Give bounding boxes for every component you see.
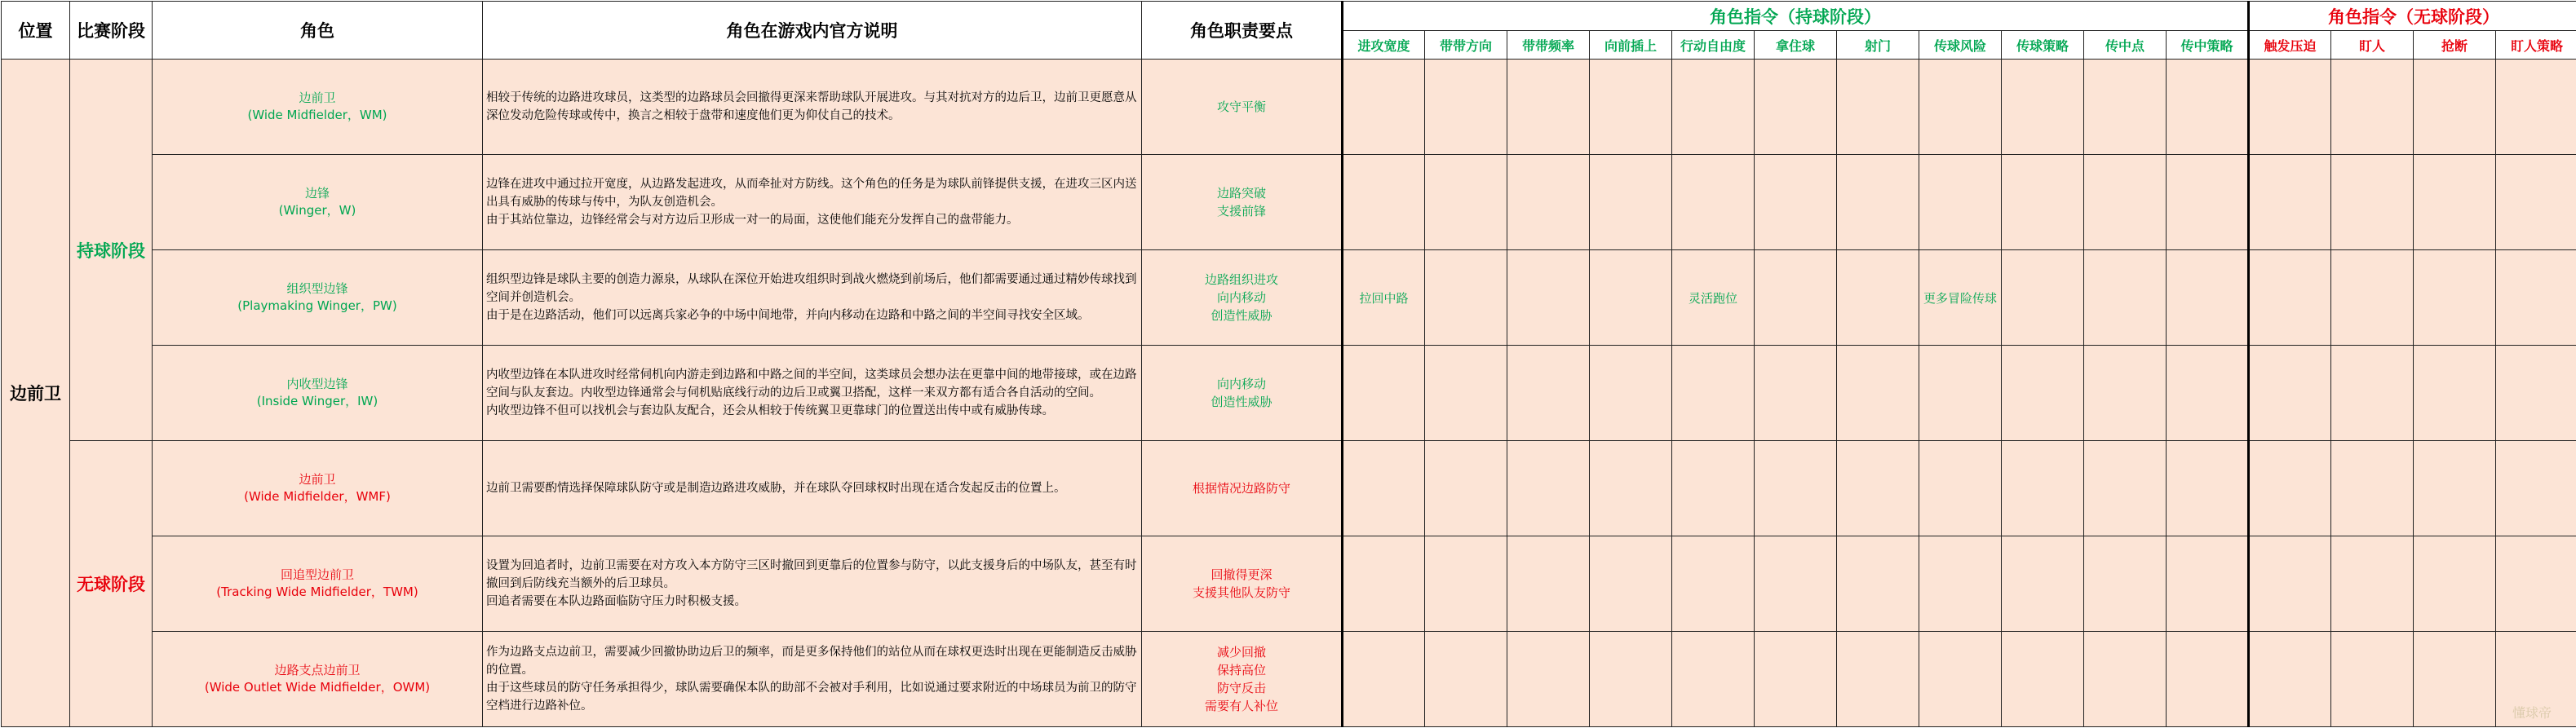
instruction-cell [1672,60,1755,155]
instruction-cell [1919,632,2002,727]
instruction-cell [1755,536,1837,632]
position-cell: 边前卫 [2,60,70,727]
instruction-cell [1425,441,1507,536]
role-name: 组织型边锋 [286,281,348,296]
table-row [2,155,2576,250]
in-possession-instruction-header: 传球风险 [1919,31,2002,60]
instruction-cell [1672,155,1755,250]
role-name: 边锋 [304,186,330,201]
instruction-cell [2167,60,2249,155]
instruction-cell [1755,155,1837,250]
duty-item: 防守反击 [1216,681,1266,695]
official-description-text: 组织型边锋是球队主要的创造力源泉，从球队在深位开始进攻组织时到战火燃烧到前场后，他们都需要通过通过精妙传球找到空间并创造机会。 由于是在边路活动，他们可以远离兵家必争的中场中间地带，并向内移动在边路和中路之间的半空间寻找安全区域。 [486,273,1137,322]
instruction-cell [2496,155,2576,250]
duty-item: 需要有人补位 [1204,699,1278,713]
instruction-cell [2084,250,2167,346]
instruction-cell [2496,60,2576,155]
out-possession-instruction-header: 抢断 [2414,31,2496,60]
instruction-cell [2249,441,2331,536]
out-possession-instruction-header: 盯人 [2331,31,2414,60]
official-description [483,155,1142,250]
instruction-cell [2331,441,2414,536]
role-cell [153,250,483,346]
in-possession-instruction-header: 向前插上 [1590,31,1672,60]
instruction-cell [2002,155,2084,250]
instruction-cell [1919,441,2002,536]
duty-cell [1142,155,1343,250]
official-description-text: 设置为回追者时，边前卫需要在对方攻入本方防守三区时撤回到更靠后的位置参与防守，以此支援身后的中场队友，甚至有时撤回到后防线充当额外的后卫球员。 回追者需要在本队边路面临防守压力时积极支援。 [486,559,1137,608]
role-name-en: (Wide Midfielder，WMF) [244,489,391,504]
instruction-cell [2414,346,2496,441]
official-description-text: 作为边路支点边前卫，需要减少回撤协助边后卫的频率，而是更多保持他们的站位从而在球权更迭时出现在更能制造反击威胁的位置。 由于这些球员的防守任务承担得少，球队需要确保本队的助部不会被对手利用，比如说通过要求附近的中场球员为前卫的防守空档进行边路补位。 [486,646,1137,713]
instruction-cell [1507,60,1590,155]
duty-item: 向内移动 [1216,290,1266,305]
instruction-cell [1919,155,2002,250]
instruction-cell [1837,536,1919,632]
header-duty: 角色职责要点 [1142,2,1343,60]
in-possession-instruction-header: 行动自由度 [1672,31,1755,60]
duty-item: 创造性威胁 [1211,395,1273,409]
instruction-cell [2002,536,2084,632]
instruction-cell [2331,60,2414,155]
instruction-cell [1672,536,1755,632]
instruction-cell [1425,632,1507,727]
instruction-cell [1590,536,1672,632]
official-description-text: 边锋在进攻中通过拉开宽度，从边路发起进攻，从而牵扯对方防线。这个角色的任务是为球队前锋提供支援，在进攻三区内送出具有威胁的传球与传中，为队友创造机会。 由于其站位靠边，边锋经常会与对方边后卫形成一对一的局面，这使他们能充分发挥自己的盘带能力。 [486,178,1137,227]
instruction-cell [1507,346,1590,441]
table-row [2,536,2576,632]
official-description-text: 内收型边锋在本队进攻时经常伺机向内游走到边路和中路之间的半空间，这类球员会想办法在更靠中间的地带接球，或在边路空间与队友套边。内收型边锋通常会与伺机贴底线行动的边后卫或翼卫搭配，这样一来双方都有适合各自活动的空间。 内收型边锋不但可以找机会与套边队友配合，还会从相较于传统翼卫更靠球门的位置送出传中或有威胁传球。 [486,368,1137,417]
instruction-cell [1425,346,1507,441]
duty-item: 支援前锋 [1216,204,1266,218]
instruction-cell [2331,155,2414,250]
instruction-cell [1590,60,1672,155]
instruction-cell [2249,632,2331,727]
role-name-en: (Wide Midfielder，WM) [247,108,387,122]
instruction-cell [2249,346,2331,441]
instruction-cell [2414,632,2496,727]
role-name-en: (Inside Winger，IW) [256,394,378,408]
instruction-cell [2167,441,2249,536]
header-role: 角色 [153,2,483,60]
instruction-cell [1755,250,1837,346]
duty-item: 边路突破 [1216,186,1266,201]
table-row [2,632,2576,727]
duty-cell [1142,632,1343,727]
in-possession-instruction-header: 带带方向 [1425,31,1507,60]
instruction-cell [1755,632,1837,727]
table-row [2,346,2576,441]
official-description [483,536,1142,632]
duty-cell [1142,536,1343,632]
instruction-cell [2167,250,2249,346]
out-possession-instruction-header: 盯人策略 [2496,31,2576,60]
instruction-cell [1590,155,1672,250]
instruction-cell [1425,536,1507,632]
instruction-cell [2167,346,2249,441]
in-possession-instruction-header: 传中点 [2084,31,2167,60]
instruction-cell [1590,346,1672,441]
duty-item: 减少回撤 [1216,645,1266,660]
instruction-cell [2002,346,2084,441]
instruction-cell [1343,346,1425,441]
official-description [483,250,1142,346]
instruction-cell [1837,441,1919,536]
instruction-cell [1507,536,1590,632]
instruction-cell [2167,632,2249,727]
official-description-text: 相较于传统的边路进攻球员，这类型的边路球员会回撤得更深来帮助球队开展进攻。与其对抗对方的边后卫，边前卫更愿意从深位发动危险传球或传中，换言之相较于盘带和速度他们更为仰仗自己的技术。 [486,91,1137,122]
instruction-cell [1837,60,1919,155]
instruction-cell [2002,632,2084,727]
role-name-en: (Tracking Wide Midfielder，TWM) [216,585,418,599]
instruction-cell [2414,155,2496,250]
instruction-cell [2414,441,2496,536]
header-in-possession-group: 角色指令（持球阶段） [1343,2,2249,31]
role-name: 边前卫 [299,90,336,105]
instruction-cell [2249,60,2331,155]
instruction-cell [1755,441,1837,536]
table-row [2,441,2576,536]
in-possession-instruction-header: 进攻宽度 [1343,31,1425,60]
instruction-cell [2084,346,2167,441]
in-possession-instruction-header: 传中策略 [2167,31,2249,60]
instruction-cell [2414,60,2496,155]
instruction-cell [2331,536,2414,632]
header-out-possession-group: 角色指令（无球阶段） [2249,2,2576,31]
instruction-cell [2414,536,2496,632]
instruction-cell [2249,536,2331,632]
instruction-cell [2084,155,2167,250]
role-table [1,1,2576,727]
instruction-cell [2331,250,2414,346]
instruction-cell [1425,60,1507,155]
instruction-cell [1837,346,1919,441]
official-description [483,60,1142,155]
instruction-cell: 拉回中路 [1343,250,1425,346]
out-possession-instruction-header: 触发压迫 [2249,31,2331,60]
instruction-cell [1590,632,1672,727]
instruction-cell [1507,632,1590,727]
role-cell [153,536,483,632]
role-cell [153,60,483,155]
instruction-cell [2167,536,2249,632]
header-position: 位置 [2,2,70,60]
official-description-text: 边前卫需要酌情选择保障球队防守或是制造边路进攻威胁，并在球队夺回球权时出现在适合发起反击的位置上。 [486,482,1066,495]
official-description [483,632,1142,727]
duty-item: 创造性威胁 [1211,308,1273,323]
instruction-cell [1755,346,1837,441]
instruction-cell [1919,346,2002,441]
instruction-cell [1343,536,1425,632]
duty-item: 边路组织进攻 [1204,272,1278,287]
instruction-cell [1672,632,1755,727]
instruction-cell [1672,346,1755,441]
instruction-cell [2167,155,2249,250]
instruction-cell [1343,60,1425,155]
phase-in-possession: 持球阶段 [70,60,153,441]
header-phase: 比赛阶段 [70,2,153,60]
duty-item: 回撤得更深 [1211,567,1273,582]
role-cell [153,632,483,727]
instruction-cell [2496,346,2576,441]
instruction-cell [2002,441,2084,536]
role-cell [153,155,483,250]
instruction-cell [1837,250,1919,346]
in-possession-instruction-header: 带带频率 [1507,31,1590,60]
instruction-cell: 灵活跑位 [1672,250,1755,346]
in-possession-instruction-header: 传球策略 [2002,31,2084,60]
official-description [483,441,1142,536]
instruction-cell [2331,346,2414,441]
duty-item: 支援其他队友防守 [1192,585,1290,600]
in-possession-instruction-header: 拿住球 [1755,31,1837,60]
instruction-cell [1507,441,1590,536]
role-name: 边路支点边前卫 [274,663,361,677]
instruction-cell [2249,250,2331,346]
role-name: 内收型边锋 [286,377,348,391]
instruction-cell [1343,632,1425,727]
instruction-cell [1837,632,1919,727]
role-name-en: (Playmaking Winger，PW) [237,298,397,313]
instruction-cell [2084,632,2167,727]
instruction-cell [1343,441,1425,536]
instruction-cell [1590,250,1672,346]
instruction-cell [1672,441,1755,536]
duty-cell [1142,441,1343,536]
instruction-cell [1837,155,1919,250]
instruction-cell [1507,155,1590,250]
instruction-cell: 更多冒险传球 [1919,250,2002,346]
instruction-cell [1425,155,1507,250]
instruction-cell [1919,60,2002,155]
duty-cell [1142,250,1343,346]
instruction-cell [2084,536,2167,632]
instruction-cell [2331,632,2414,727]
instruction-cell [1755,60,1837,155]
in-possession-instruction-header: 射门 [1837,31,1919,60]
role-name: 边前卫 [299,472,336,487]
duty-cell [1142,60,1343,155]
instruction-cell [2249,155,2331,250]
duty-item: 根据情况边路防守 [1192,481,1290,496]
role-name: 回追型边前卫 [280,567,354,582]
header-official-desc: 角色在游戏内官方说明 [483,2,1142,60]
instruction-cell [2002,60,2084,155]
official-description [483,346,1142,441]
role-cell [153,441,483,536]
instruction-cell [1919,536,2002,632]
instruction-cell [2002,250,2084,346]
role-name-en: (Wide Outlet Wide Midfielder，OWM) [204,680,431,695]
role-cell [153,346,483,441]
duty-cell [1142,346,1343,441]
table-row [2,250,2576,346]
watermark: 懂球帝 [2512,705,2552,721]
duty-item: 向内移动 [1216,377,1266,391]
instruction-cell [1425,250,1507,346]
instruction-cell [1590,441,1672,536]
instruction-cell [2496,536,2576,632]
duty-item: 保持高位 [1216,663,1266,677]
instruction-cell [2084,441,2167,536]
instruction-cell [2496,441,2576,536]
duty-item: 攻守平衡 [1216,99,1266,114]
instruction-cell [2496,250,2576,346]
instruction-cell [2414,250,2496,346]
role-name-en: (Winger，W) [278,203,356,218]
instruction-cell [1343,155,1425,250]
phase-out-possession: 无球阶段 [70,441,153,727]
instruction-cell [2084,60,2167,155]
instruction-cell [1507,250,1590,346]
table-row [2,60,2576,155]
